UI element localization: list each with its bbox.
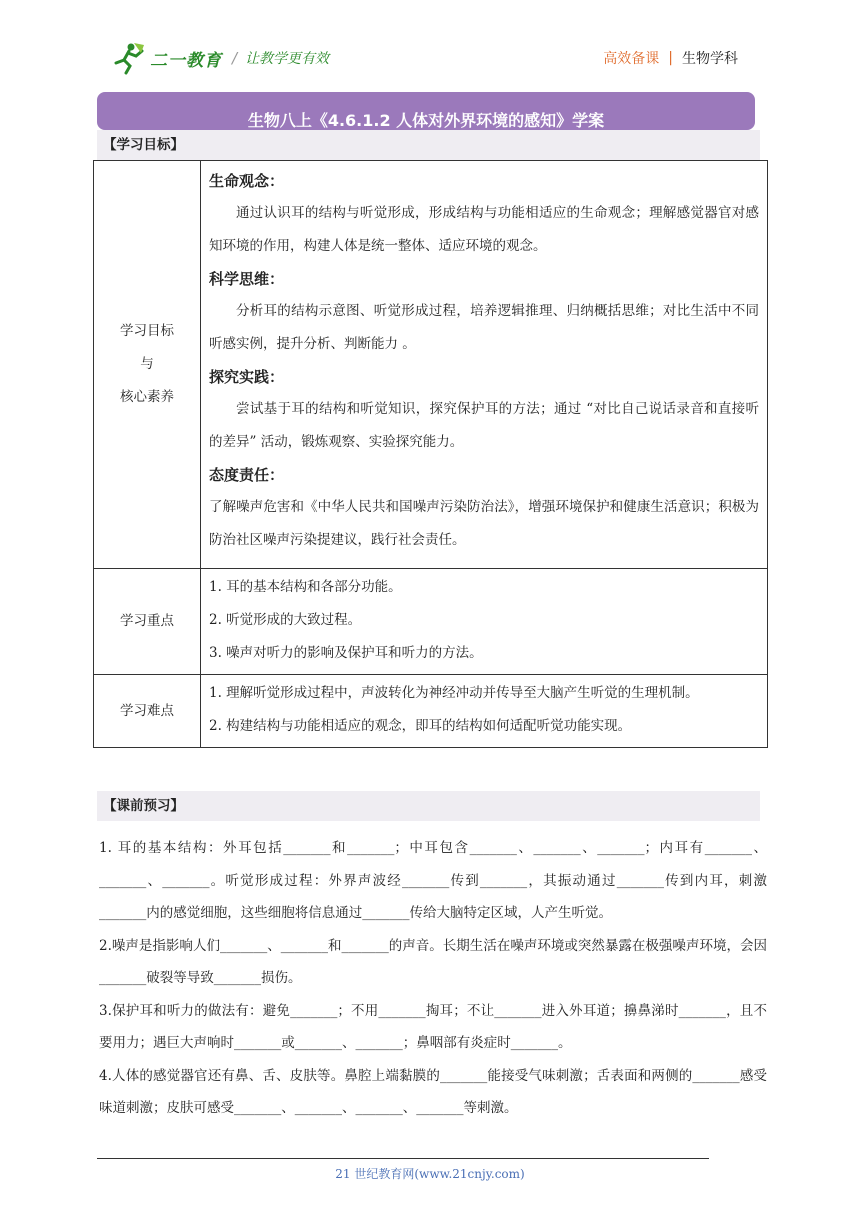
tag-subject: 生物学科 [682,51,738,67]
tag-separator: | [668,50,673,66]
preview-section-label: 【课前预习】 [97,791,760,821]
preview-paragraph: 4.人体的感觉器官还有鼻、舌、皮肤等。鼻腔上端黏膜的_______能接受气味刺激；舌表面和两侧的_______感受味道刺激；皮肤可感受_______、_______、_______、_______等刺激。 [99,1067,767,1116]
section-heading-inquiry-practice: 探究实践： [209,368,285,386]
footer-source: 21 世纪教育网(www.21cnjy.com) [335,1167,525,1181]
objectives-table [93,160,768,748]
page-title: 生物八上《4.6.1.2 人体对外界环境的感知》学案 [247,111,605,130]
list-item: 3. 噪声对听力的影响及保护耳和听力的方法。 [209,645,483,661]
preview-paragraph: 3.保护耳和听力的做法有：避免_______；不用_______掏耳；不让_______进入外耳道；擤鼻涕时_______，且不要用力；遇巨大声响时_______或_______、_______；鼻咽部有炎症时_______。 [99,1002,767,1051]
logo-text: 二一教育 [150,50,222,71]
tag-efficient-prep: 高效备课 [603,51,660,67]
list-item: 2. 构建结构与功能相适应的观念，即耳的结构如何适配听觉功能实现。 [209,718,632,734]
label-line: 学习目标 [120,323,174,339]
list-item: 2. 听觉形成的大致过程。 [209,612,362,628]
objectives-section-label: 【学习目标】 [97,130,760,160]
table-row [94,675,768,748]
table-row [94,161,768,569]
footer-divider [97,1158,709,1159]
preview-paragraph: 2.噪声是指影响人们_______、_______和_______的声音。长期生活在噪声环境或突然暴露在极强噪声环境，会因_______破裂等导致_______损伤。 [99,937,767,986]
label-line: 核心素养 [120,389,174,405]
objectives-row-label [94,161,201,569]
section-text-life-concept: 通过认识耳的结构与听觉形成，形成结构与功能相适应的生命观念；理解感觉器官对感知环境的作用，构建人体是统一整体、适应环境的观念。 [209,205,759,254]
section-heading-life-concept: 生命观念： [209,172,285,190]
list-item: 1. 理解听觉形成过程中，声波转化为神经冲动并传导至大脑产生听觉的生理机制。 [209,685,699,701]
difficulties-label: 学习难点 [94,675,201,748]
table-row [94,569,768,675]
section-heading-scientific-thinking: 科学思维： [209,270,285,288]
key-points-label: 学习重点 [94,569,201,675]
label-line: 与 [140,356,154,372]
key-points-cell [201,569,768,675]
header-tags [603,48,738,68]
logo-divider: / [232,49,238,67]
objectives-content-cell [201,161,768,569]
section-heading-attitude-responsibility: 态度责任： [209,466,285,484]
preview-paragraph: 1. 耳的基本结构：外耳包括_______和_______；中耳包含_______、_______、_______；内耳有_______、_______、_______。听觉形成过程：外界声波经_______传到_______，其振动通过_______传到内耳，刺激_______内的感觉细胞，这些细胞将信息通过_______传给大脑特定区域，人产生听觉。 [99,840,767,921]
section-text-scientific-thinking: 分析耳的结构示意图、听觉形成过程，培养逻辑推理、归纳概括思维；对比生活中不同听感实例，提升分析、判断能力 。 [209,303,759,352]
logo-slogan: 让教学更有效 [245,51,330,67]
preview-content [99,832,767,1125]
section-text-attitude-responsibility: 了解噪声危害和《中华人民共和国噪声污染防治法》，增强环境保护和健康生活意识；积极为防治社区噪声污染提建议，践行社会责任。 [209,499,759,548]
list-item: 1. 耳的基本结构和各部分功能。 [209,579,402,595]
brand-logo [112,38,329,78]
difficulties-cell [201,675,768,748]
section-text-inquiry-practice: 尝试基于耳的结构和听觉知识，探究保护耳的方法；通过 “对比自己说话录音和直接听的差异” 活动，锻炼观察、实验探究能力。 [209,401,759,450]
runner-logo-icon [112,41,146,75]
